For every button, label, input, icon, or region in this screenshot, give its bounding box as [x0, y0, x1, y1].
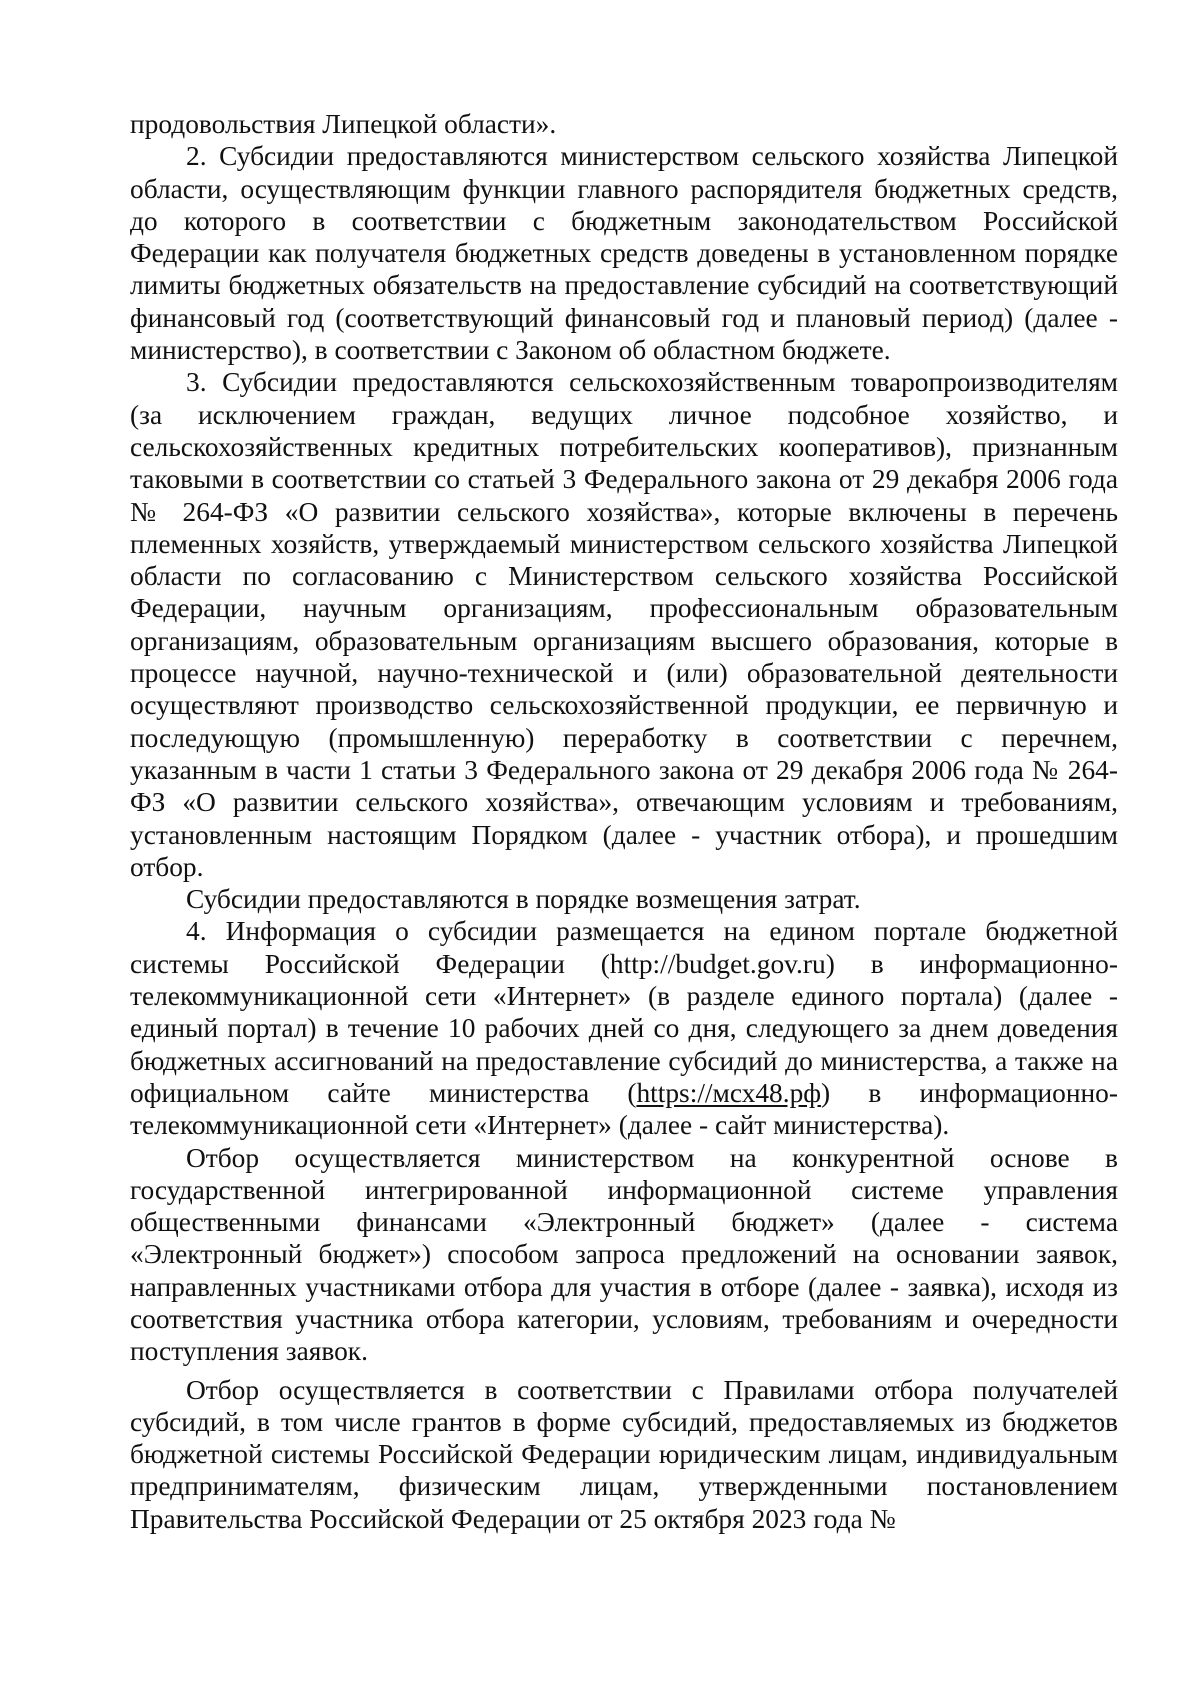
document-page: [130, 108, 1118, 1535]
paragraph-reimbursement: Субсидии предоставляются в порядке возмещения затрат.: [186, 884, 861, 915]
paragraph-item-4-text-end: ) в информационно-телекоммуникационной сети «Интернет» (далее - сайт министерства).: [130, 1077, 1118, 1141]
paragraph-item-3: 3. Субсидии предоставляются сельскохозяйственным товаропроизводителям (за исключением граждан, ведущих личное подсобное хозяйство, и сельскохозяйственных кредитных потребительских кооперативов), признанным таковыми в соответствии со статьей 3 Федерального закона от 29 декабря 2006 года № 264-ФЗ «О развитии сельского хозяйства», которые включены в перечень племенных хозяйств, утверждаемый министерством сельского хозяйства Липецкой области по согласованию с Министерством сельского хозяйства Российской Федерации, научным организациям, профессиональным образовательным организациям, образовательным организациям высшего образования, которые в процессе научной, научно-технической и (или) образовательной деятельности осуществляют производство сельскохозяйственной продукции, ее первичную и последующую (промышленную) переработку в соответствии с перечнем, указанным в части 1 статьи 3 Федерального закона от 29 декабря 2006 года № 264-ФЗ «О развитии сельского хозяйства», отвечающим условиям и требованиям, установленным настоящим Порядком (далее - участник отбора), и прошедшим отбор.: [130, 367, 1118, 882]
paragraph-selection-rules: Отбор осуществляется в соответствии с Правилами отбора получателей субсидий, в том числе грантов в форме субсидий, предоставляемых из бюджетов бюджетной системы Российской Федерации юридическим лицам, индивидуальным предпринимателям, физическим лицам, утвержденными постановлением Правительства Российской Федерации от 25 октября 2023 года №: [130, 1374, 1118, 1534]
paragraph-continuation: продовольствия Липецкой области».: [130, 109, 557, 139]
paragraph-item-4: [130, 915, 1118, 1141]
paragraph-item-2: 2. Субсидии предоставляются министерством сельского хозяйства Липецкой области, осуществляющим функции главного распорядителя бюджетных средств, до которого в соответствии с бюджетным законодательством Российской Федерации как получателя бюджетных средств доведены в установленном порядке лимиты бюджетных обязательств на предоставление субсидий на соответствующий финансовый год (соответствующий финансовый год и плановый период) (далее - министерство), в соответствии с Законом об областном бюджете.: [130, 141, 1118, 366]
ministry-site-link[interactable]: https://мсх48.рф: [636, 1077, 822, 1108]
paragraph-item-4-text-start: 4. Информация о субсидии размещается на едином портале бюджетной системы Российской Федерации (http://budget.gov.ru) в информационно-телекоммуникационной сети «Интернет» (в разделе единого портала) (далее - единый портал) в течение 10 рабочих дней со дня, следующего за днем доведения бюджетных ассигнований на предоставление субсидий до министерства, а также на официальном сайте министерства (: [130, 916, 1118, 1108]
paragraph-selection-method: Отбор осуществляется министерством на конкурентной основе в государственной интегрированной информационной системе управления общественными финансами «Электронный бюджет» (далее - система «Электронный бюджет») способом запроса предложений на основании заявок, направленных участниками отбора для участия в отборе (далее - заявка), исходя из соответствия участника отбора категории, условиям, требованиям и очередности поступления заявок.: [130, 1142, 1118, 1367]
